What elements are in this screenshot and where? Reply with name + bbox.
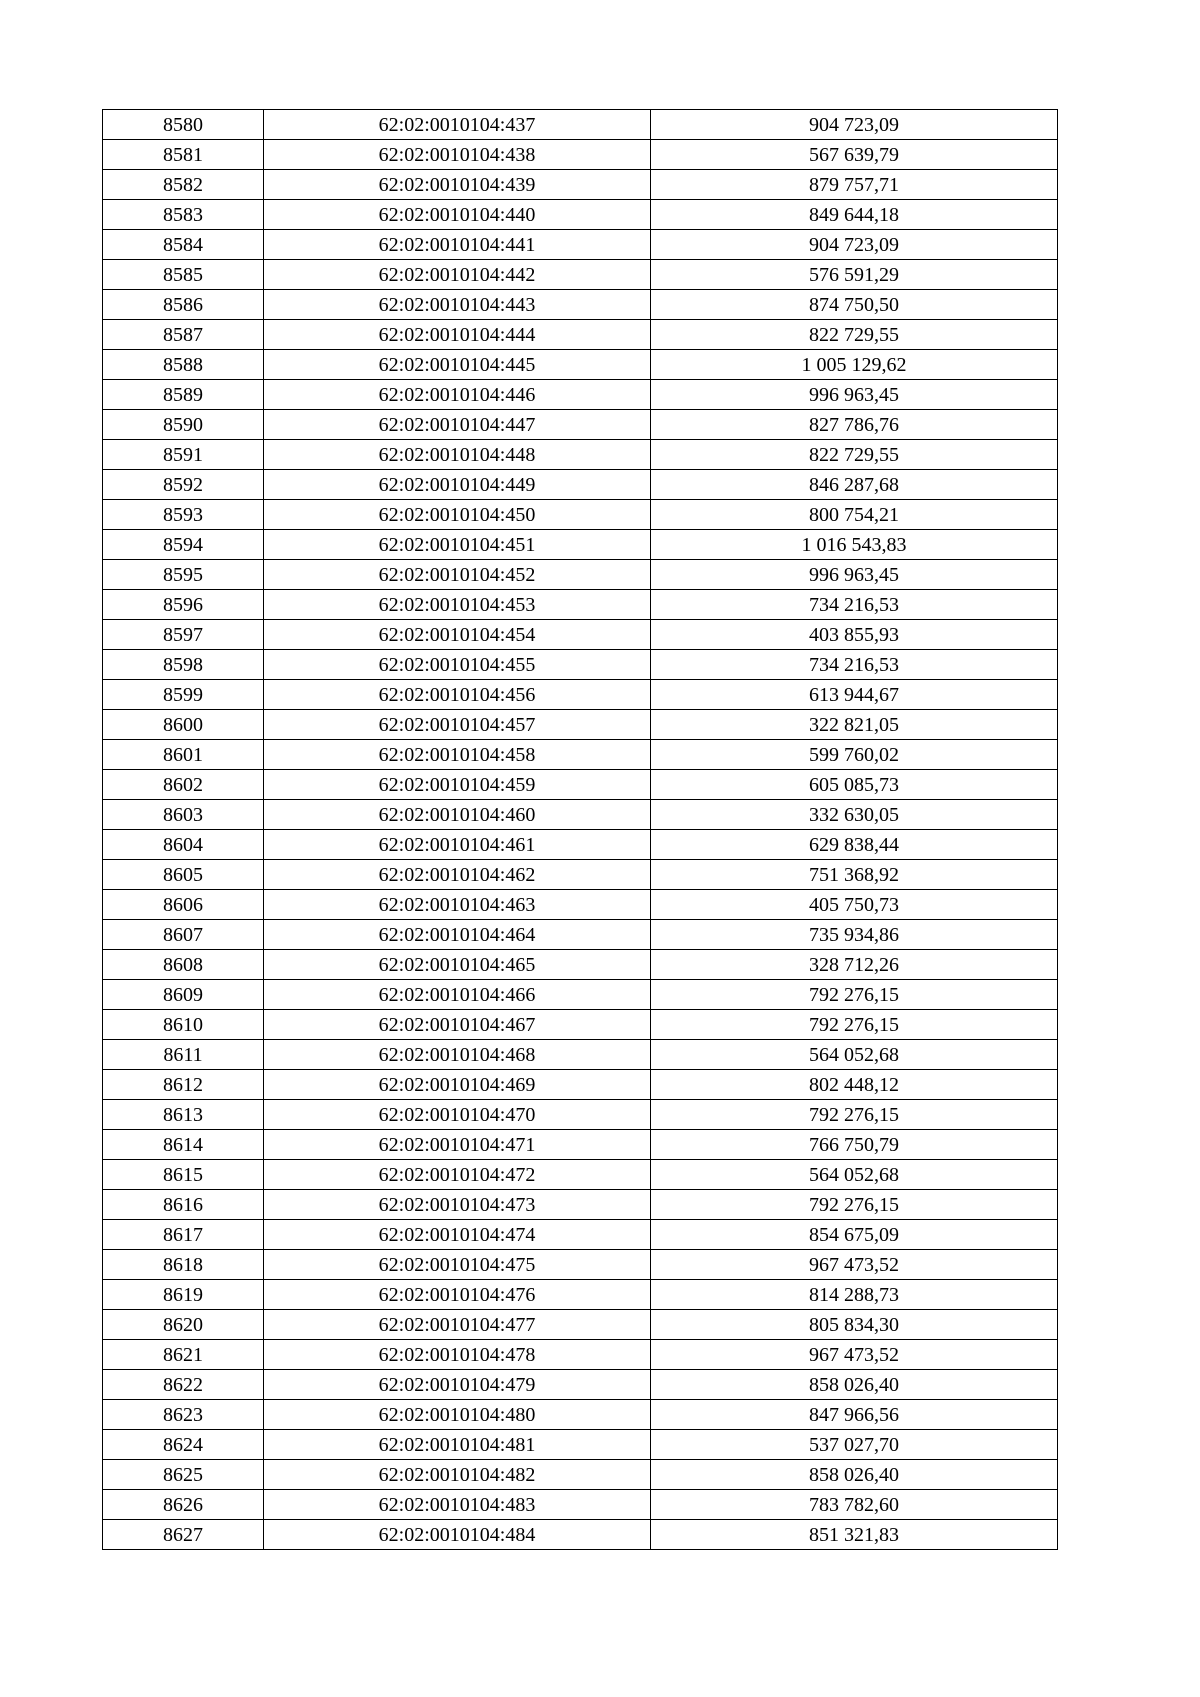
row-number-cell: 8611 [103, 1040, 264, 1070]
row-number-cell: 8604 [103, 830, 264, 860]
cadastral-value-cell: 735 934,86 [651, 920, 1058, 950]
table-row [103, 1100, 1058, 1130]
cadastral-value-cell: 766 750,79 [651, 1130, 1058, 1160]
cadastral-value-cell: 564 052,68 [651, 1160, 1058, 1190]
row-number-cell: 8586 [103, 290, 264, 320]
table-row [103, 110, 1058, 140]
row-number-cell: 8582 [103, 170, 264, 200]
table-row [103, 1370, 1058, 1400]
table-row [103, 770, 1058, 800]
cadastral-number-cell: 62:02:0010104:469 [264, 1070, 651, 1100]
row-number-cell: 8601 [103, 740, 264, 770]
row-number-cell: 8614 [103, 1130, 264, 1160]
row-number-cell: 8589 [103, 380, 264, 410]
table-row [103, 410, 1058, 440]
cadastral-number-cell: 62:02:0010104:459 [264, 770, 651, 800]
row-number-cell: 8591 [103, 440, 264, 470]
cadastral-value-cell: 1 016 543,83 [651, 530, 1058, 560]
table-row [103, 1070, 1058, 1100]
cadastral-value-cell: 967 473,52 [651, 1340, 1058, 1370]
cadastral-number-cell: 62:02:0010104:480 [264, 1400, 651, 1430]
cadastral-number-cell: 62:02:0010104:483 [264, 1490, 651, 1520]
row-number-cell: 8616 [103, 1190, 264, 1220]
cadastral-number-cell: 62:02:0010104:456 [264, 680, 651, 710]
table-row [103, 950, 1058, 980]
row-number-cell: 8584 [103, 230, 264, 260]
cadastral-value-cell: 405 750,73 [651, 890, 1058, 920]
cadastral-value-cell: 874 750,50 [651, 290, 1058, 320]
row-number-cell: 8627 [103, 1520, 264, 1550]
cadastral-number-cell: 62:02:0010104:463 [264, 890, 651, 920]
cadastral-number-cell: 62:02:0010104:438 [264, 140, 651, 170]
cadastral-number-cell: 62:02:0010104:474 [264, 1220, 651, 1250]
table-row [103, 140, 1058, 170]
table-row [103, 830, 1058, 860]
cadastral-number-cell: 62:02:0010104:454 [264, 620, 651, 650]
table-row [103, 560, 1058, 590]
table-row [103, 170, 1058, 200]
row-number-cell: 8621 [103, 1340, 264, 1370]
cadastral-number-cell: 62:02:0010104:472 [264, 1160, 651, 1190]
cadastral-number-cell: 62:02:0010104:449 [264, 470, 651, 500]
row-number-cell: 8599 [103, 680, 264, 710]
cadastral-value-cell: 537 027,70 [651, 1430, 1058, 1460]
table-row [103, 590, 1058, 620]
table-row [103, 1280, 1058, 1310]
row-number-cell: 8612 [103, 1070, 264, 1100]
row-number-cell: 8622 [103, 1370, 264, 1400]
row-number-cell: 8596 [103, 590, 264, 620]
row-number-cell: 8619 [103, 1280, 264, 1310]
cadastral-value-cell: 967 473,52 [651, 1250, 1058, 1280]
cadastral-number-cell: 62:02:0010104:445 [264, 350, 651, 380]
row-number-cell: 8606 [103, 890, 264, 920]
table-row [103, 1220, 1058, 1250]
cadastral-value-cell: 734 216,53 [651, 650, 1058, 680]
cadastral-value-cell: 996 963,45 [651, 560, 1058, 590]
cadastral-value-cell: 751 368,92 [651, 860, 1058, 890]
cadastral-number-cell: 62:02:0010104:482 [264, 1460, 651, 1490]
cadastral-number-cell: 62:02:0010104:484 [264, 1520, 651, 1550]
cadastral-value-cell: 879 757,71 [651, 170, 1058, 200]
table-row [103, 1490, 1058, 1520]
table-row [103, 1160, 1058, 1190]
table-row [103, 710, 1058, 740]
cadastral-number-cell: 62:02:0010104:466 [264, 980, 651, 1010]
cadastral-number-cell: 62:02:0010104:455 [264, 650, 651, 680]
cadastral-value-cell: 792 276,15 [651, 1100, 1058, 1130]
table-row [103, 500, 1058, 530]
table-row [103, 470, 1058, 500]
cadastral-value-cell: 802 448,12 [651, 1070, 1058, 1100]
cadastral-value-cell: 904 723,09 [651, 230, 1058, 260]
cadastral-number-cell: 62:02:0010104:465 [264, 950, 651, 980]
row-number-cell: 8600 [103, 710, 264, 740]
cadastral-value-cell: 822 729,55 [651, 440, 1058, 470]
cadastral-value-cell: 792 276,15 [651, 1010, 1058, 1040]
cadastral-number-cell: 62:02:0010104:439 [264, 170, 651, 200]
cadastral-number-cell: 62:02:0010104:462 [264, 860, 651, 890]
cadastral-value-cell: 814 288,73 [651, 1280, 1058, 1310]
cadastral-number-cell: 62:02:0010104:477 [264, 1310, 651, 1340]
table-row [103, 1190, 1058, 1220]
cadastral-number-cell: 62:02:0010104:473 [264, 1190, 651, 1220]
cadastral-value-cell: 403 855,93 [651, 620, 1058, 650]
row-number-cell: 8602 [103, 770, 264, 800]
cadastral-value-cell: 599 760,02 [651, 740, 1058, 770]
cadastral-value-cell: 858 026,40 [651, 1370, 1058, 1400]
row-number-cell: 8597 [103, 620, 264, 650]
cadastral-value-cell: 858 026,40 [651, 1460, 1058, 1490]
cadastral-number-cell: 62:02:0010104:461 [264, 830, 651, 860]
cadastral-value-cell: 564 052,68 [651, 1040, 1058, 1070]
row-number-cell: 8608 [103, 950, 264, 980]
cadastral-number-cell: 62:02:0010104:446 [264, 380, 651, 410]
cadastral-number-cell: 62:02:0010104:441 [264, 230, 651, 260]
table-row [103, 980, 1058, 1010]
cadastral-number-cell: 62:02:0010104:457 [264, 710, 651, 740]
cadastral-value-cell: 805 834,30 [651, 1310, 1058, 1340]
cadastral-number-cell: 62:02:0010104:450 [264, 500, 651, 530]
cadastral-number-cell: 62:02:0010104:444 [264, 320, 651, 350]
cadastral-number-cell: 62:02:0010104:458 [264, 740, 651, 770]
cadastral-number-cell: 62:02:0010104:453 [264, 590, 651, 620]
cadastral-number-cell: 62:02:0010104:470 [264, 1100, 651, 1130]
table-row [103, 1250, 1058, 1280]
cadastral-number-cell: 62:02:0010104:443 [264, 290, 651, 320]
cadastral-number-cell: 62:02:0010104:464 [264, 920, 651, 950]
row-number-cell: 8624 [103, 1430, 264, 1460]
cadastral-value-cell: 846 287,68 [651, 470, 1058, 500]
row-number-cell: 8613 [103, 1100, 264, 1130]
table-row [103, 650, 1058, 680]
cadastral-number-cell: 62:02:0010104:442 [264, 260, 651, 290]
cadastral-value-table [102, 109, 1058, 1550]
cadastral-value-cell: 827 786,76 [651, 410, 1058, 440]
cadastral-number-cell: 62:02:0010104:448 [264, 440, 651, 470]
cadastral-value-cell: 783 782,60 [651, 1490, 1058, 1520]
row-number-cell: 8593 [103, 500, 264, 530]
table-row [103, 1340, 1058, 1370]
row-number-cell: 8598 [103, 650, 264, 680]
table-row [103, 680, 1058, 710]
row-number-cell: 8615 [103, 1160, 264, 1190]
cadastral-number-cell: 62:02:0010104:437 [264, 110, 651, 140]
row-number-cell: 8585 [103, 260, 264, 290]
table-row [103, 440, 1058, 470]
table-row [103, 620, 1058, 650]
table-row [103, 890, 1058, 920]
table-row [103, 920, 1058, 950]
cadastral-value-cell: 800 754,21 [651, 500, 1058, 530]
table-row [103, 380, 1058, 410]
cadastral-number-cell: 62:02:0010104:476 [264, 1280, 651, 1310]
cadastral-number-cell: 62:02:0010104:481 [264, 1430, 651, 1460]
table-row [103, 800, 1058, 830]
row-number-cell: 8626 [103, 1490, 264, 1520]
table-row [103, 740, 1058, 770]
row-number-cell: 8580 [103, 110, 264, 140]
table-body [103, 110, 1058, 1550]
row-number-cell: 8603 [103, 800, 264, 830]
cadastral-number-cell: 62:02:0010104:479 [264, 1370, 651, 1400]
cadastral-number-cell: 62:02:0010104:471 [264, 1130, 651, 1160]
table-row [103, 350, 1058, 380]
cadastral-value-cell: 328 712,26 [651, 950, 1058, 980]
cadastral-value-cell: 847 966,56 [651, 1400, 1058, 1430]
cadastral-value-cell: 734 216,53 [651, 590, 1058, 620]
table-row [103, 1310, 1058, 1340]
cadastral-value-cell: 851 321,83 [651, 1520, 1058, 1550]
cadastral-value-cell: 605 085,73 [651, 770, 1058, 800]
cadastral-value-cell: 792 276,15 [651, 980, 1058, 1010]
cadastral-number-cell: 62:02:0010104:467 [264, 1010, 651, 1040]
cadastral-value-cell: 792 276,15 [651, 1190, 1058, 1220]
table-row [103, 860, 1058, 890]
table-row [103, 1040, 1058, 1070]
cadastral-number-cell: 62:02:0010104:451 [264, 530, 651, 560]
table-row [103, 1520, 1058, 1550]
cadastral-value-cell: 904 723,09 [651, 110, 1058, 140]
row-number-cell: 8618 [103, 1250, 264, 1280]
table-row [103, 530, 1058, 560]
row-number-cell: 8583 [103, 200, 264, 230]
row-number-cell: 8623 [103, 1400, 264, 1430]
cadastral-value-cell: 849 644,18 [651, 200, 1058, 230]
table-row [103, 290, 1058, 320]
cadastral-value-cell: 332 630,05 [651, 800, 1058, 830]
table-row [103, 260, 1058, 290]
row-number-cell: 8617 [103, 1220, 264, 1250]
row-number-cell: 8605 [103, 860, 264, 890]
cadastral-number-cell: 62:02:0010104:452 [264, 560, 651, 590]
table-row [103, 200, 1058, 230]
cadastral-value-cell: 1 005 129,62 [651, 350, 1058, 380]
cadastral-value-cell: 567 639,79 [651, 140, 1058, 170]
table-row [103, 320, 1058, 350]
cadastral-number-cell: 62:02:0010104:447 [264, 410, 651, 440]
cadastral-value-cell: 576 591,29 [651, 260, 1058, 290]
cadastral-value-cell: 854 675,09 [651, 1220, 1058, 1250]
table-row [103, 1400, 1058, 1430]
row-number-cell: 8595 [103, 560, 264, 590]
cadastral-value-cell: 996 963,45 [651, 380, 1058, 410]
row-number-cell: 8587 [103, 320, 264, 350]
table-row [103, 230, 1058, 260]
row-number-cell: 8607 [103, 920, 264, 950]
cadastral-number-cell: 62:02:0010104:478 [264, 1340, 651, 1370]
row-number-cell: 8609 [103, 980, 264, 1010]
row-number-cell: 8588 [103, 350, 264, 380]
cadastral-value-cell: 613 944,67 [651, 680, 1058, 710]
cadastral-value-cell: 629 838,44 [651, 830, 1058, 860]
row-number-cell: 8620 [103, 1310, 264, 1340]
row-number-cell: 8592 [103, 470, 264, 500]
row-number-cell: 8581 [103, 140, 264, 170]
row-number-cell: 8610 [103, 1010, 264, 1040]
cadastral-number-cell: 62:02:0010104:440 [264, 200, 651, 230]
table-row [103, 1010, 1058, 1040]
cadastral-number-cell: 62:02:0010104:460 [264, 800, 651, 830]
row-number-cell: 8625 [103, 1460, 264, 1490]
table-row [103, 1130, 1058, 1160]
cadastral-value-cell: 322 821,05 [651, 710, 1058, 740]
row-number-cell: 8594 [103, 530, 264, 560]
row-number-cell: 8590 [103, 410, 264, 440]
table-row [103, 1460, 1058, 1490]
cadastral-value-cell: 822 729,55 [651, 320, 1058, 350]
table-row [103, 1430, 1058, 1460]
cadastral-number-cell: 62:02:0010104:468 [264, 1040, 651, 1070]
cadastral-number-cell: 62:02:0010104:475 [264, 1250, 651, 1280]
